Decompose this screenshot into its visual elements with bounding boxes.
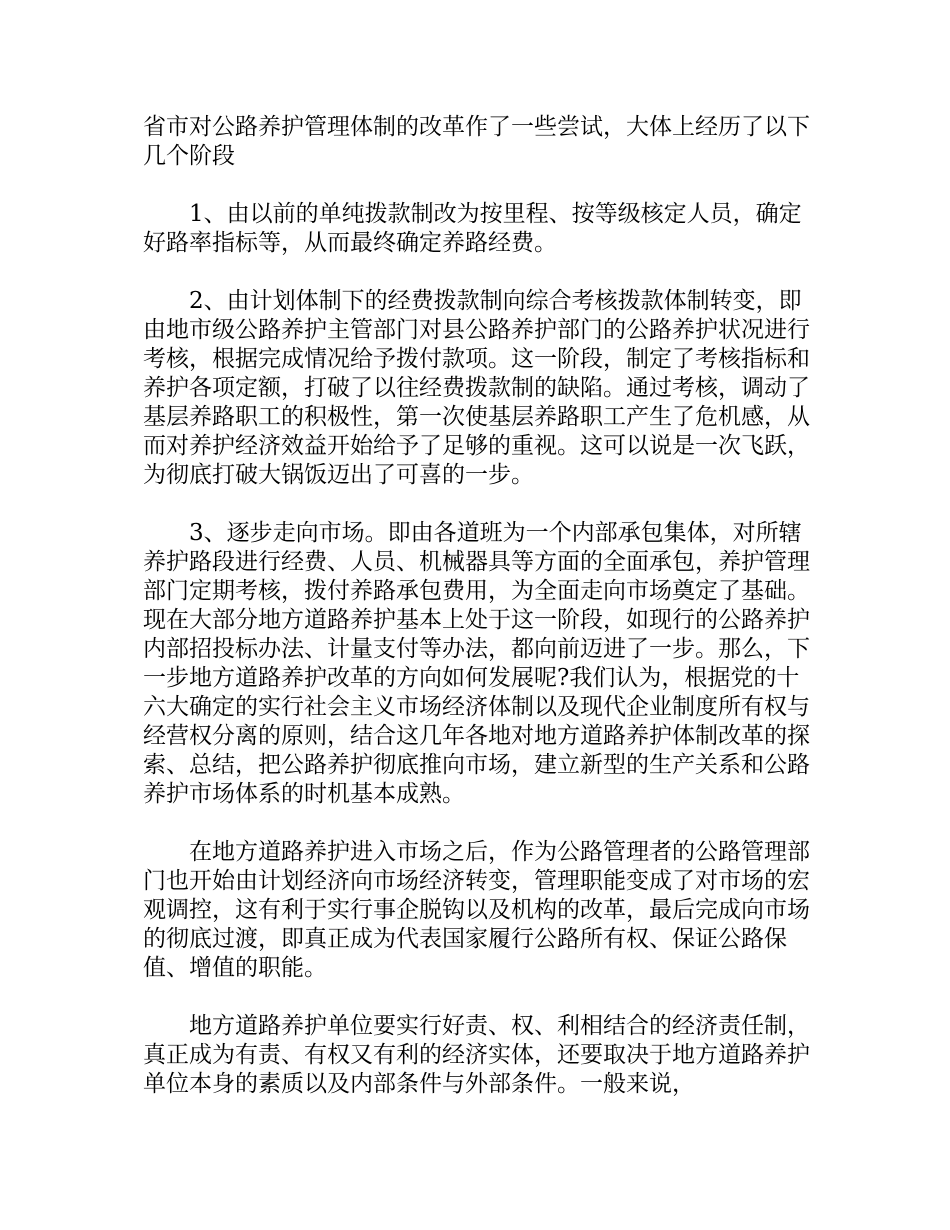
document-page [143,113,815,1128]
paragraph-intro: 省市对公路养护管理体制的改革作了一些尝试，大体上经历了以下几个阶段 [143,114,810,169]
paragraph-stage-3: 3、逐步走向市场。即由各道班为一个内部承包集体，对所辖养护路段进行经费、人员、机械器具等方面的全面承包，养护管理部门定期考核，拨付养路承包费用，为全面走向市场奠定了基础。现在大部分地方道路养护基本上处于这一阶段，如现行的公路养护内部招投标办法、计量支付等办法，都向前迈进了一步。那么，下一步地方道路养护改革的方向如何发展呢?我们认为，根据党的十六大确定的实行社会主义市场经济体制以及现代企业制度所有权与经营权分离的原则，结合这几年各地对地方道路养护体制改革的探索、总结，把公路养护彻底推向市场，建立新型的生产关系和公路养护市场体系的时机基本成熟。 [143,520,810,807]
paragraph-stage-2: 2、由计划体制下的经费拨款制向综合考核拨款体制转变，即由地市级公路养护主管部门对县公路养护部门的公路养护状况进行考核，根据完成情况给予拨付款项。这一阶段，制定了考核指标和养护各项定额，打破了以往经费拨款制的缺陷。通过考核，调动了基层养路职工的积极性，第一次使基层养路职工产生了危机感，从而对养护经济效益开始给予了足够的重视。这可以说是一次飞跃，为彻底打破大锅饭迈出了可喜的一步。 [143,288,810,488]
paragraph-stage-1: 1、由以前的单纯拨款制改为按里程、按等级核定人员，确定好路率指标等，从而最终确定养路经费。 [143,201,802,256]
paragraph-market-transition: 在地方道路养护进入市场之后，作为公路管理者的公路管理部门也开始由计划经济向市场经济转变，管理职能变成了对市场的宏观调控，这有利于实行事企脱钩以及机构的改革，最后完成向市场的彻底过渡，即真正成为代表国家履行公路所有权、保证公路保值、增值的职能。 [143,839,810,981]
paragraph-responsibility-system: 地方道路养护单位要实行好责、权、利相结合的经济责任制，真正成为有责、有权又有利的经济实体，还要取决于地方道路养护单位本身的素质以及内部条件与外部条件。一般来说， [143,1013,810,1097]
